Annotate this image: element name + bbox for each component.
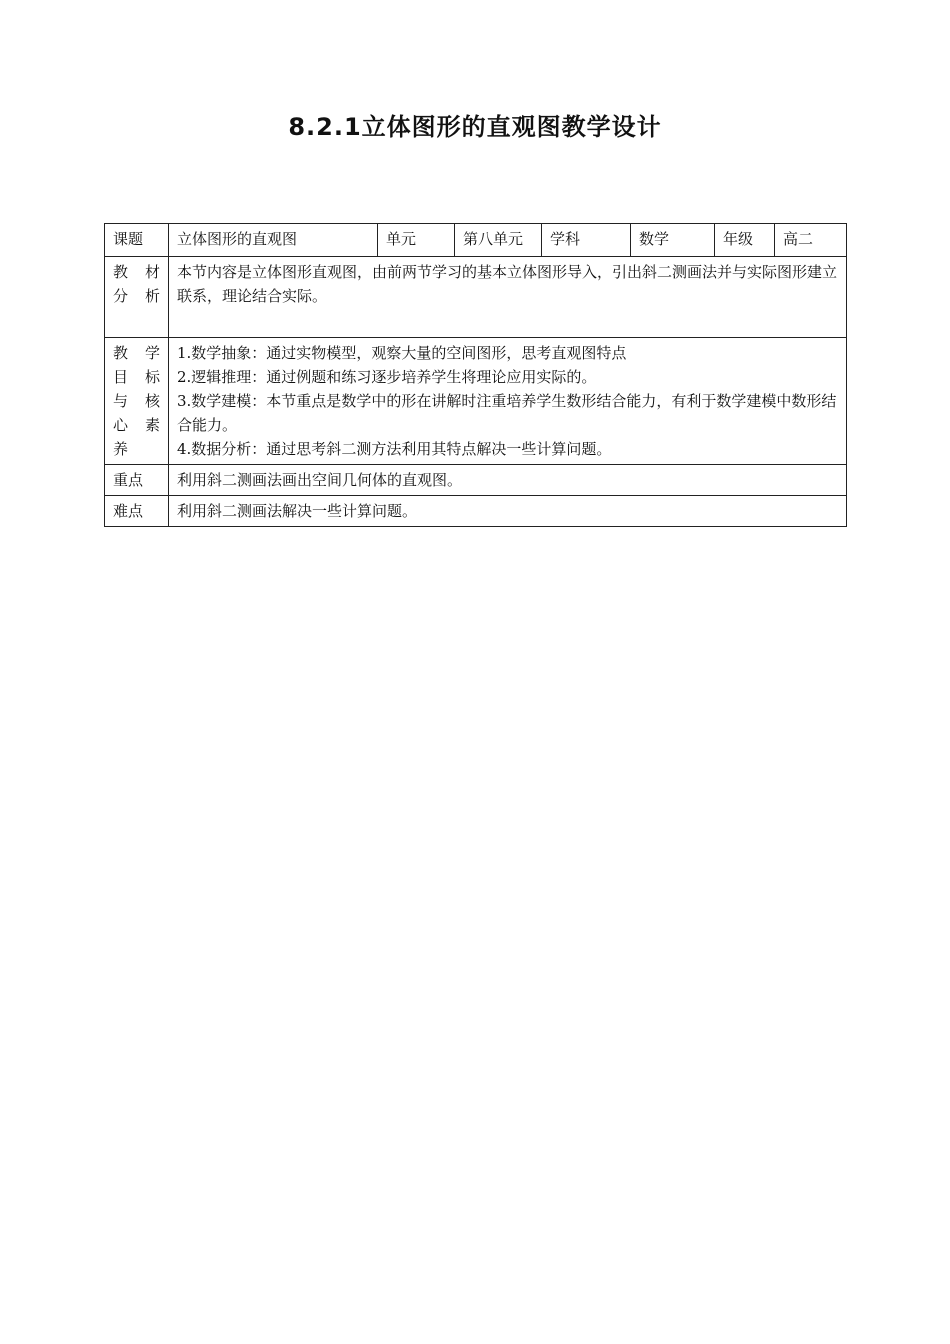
topic-label: 课题: [105, 224, 169, 257]
material-analysis-text: 本节内容是立体图形直观图，由前两节学习的基本立体图形导入，引出斜二测画法并与实际图形建立联系，理论结合实际。: [169, 257, 847, 338]
subject-value: 数学: [631, 224, 715, 257]
grade-value: 高二: [775, 224, 847, 257]
material-label-line: 教 材: [113, 263, 160, 281]
header-row: [105, 224, 847, 257]
key-point-label: 重点: [105, 465, 169, 496]
unit-value: 第八单元: [455, 224, 542, 257]
goals-label-line: 教 学: [113, 344, 160, 362]
goals-label-line: 目 标: [113, 368, 160, 386]
topic-value: 立体图形的直观图: [169, 224, 378, 257]
key-point-text: 利用斜二测画法画出空间几何体的直观图。: [169, 465, 847, 496]
goal-item: 2.逻辑推理：通过例题和练习逐步培养学生将理论应用实际的。: [177, 368, 597, 386]
goals-label-line: 与 核: [113, 392, 160, 410]
grade-label: 年级: [715, 224, 775, 257]
goals-label-line: 心 素: [113, 416, 160, 434]
material-analysis-row: [105, 257, 847, 338]
key-point-row: [105, 465, 847, 496]
difficulty-text: 利用斜二测画法解决一些计算问题。: [169, 496, 847, 527]
lesson-plan-table: [104, 223, 847, 527]
material-label-line: 分 析: [113, 287, 160, 305]
document-title: 8.2.1立体图形的直观图教学设计: [288, 113, 662, 141]
unit-label: 单元: [378, 224, 455, 257]
goals-label-line: 养: [113, 440, 129, 458]
goal-item: 1.数学抽象：通过实物模型，观察大量的空间图形，思考直观图特点: [177, 344, 627, 362]
goal-item: 3.数学建模：本节重点是数学中的形在讲解时注重培养学生数形结合能力，有利于数学建模中数形结合能力。: [177, 392, 837, 434]
goals-content: [169, 338, 847, 465]
goal-item: 4.数据分析：通过思考斜二测方法利用其特点解决一些计算问题。: [177, 440, 612, 458]
goals-label: [105, 338, 169, 465]
goals-row: [105, 338, 847, 465]
subject-label: 学科: [542, 224, 631, 257]
difficulty-row: [105, 496, 847, 527]
material-analysis-label: [105, 257, 169, 338]
difficulty-label: 难点: [105, 496, 169, 527]
